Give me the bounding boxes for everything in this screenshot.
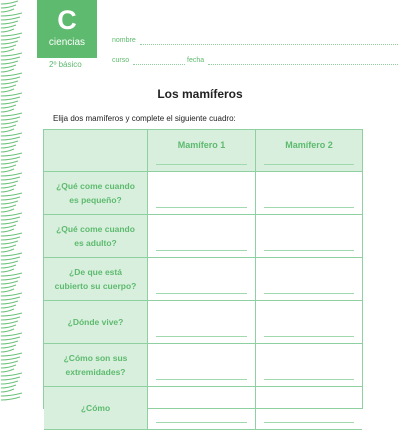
grass-blade — [1, 333, 22, 336]
grass-blade — [1, 25, 16, 28]
grass-blade — [1, 189, 14, 192]
course-label: curso — [112, 57, 130, 64]
course-field[interactable] — [133, 64, 185, 65]
grass-blade — [1, 125, 16, 128]
answer-cell-mammal-1[interactable] — [148, 387, 256, 429]
table-header-row — [44, 130, 362, 172]
logo-subject: ciencias — [48, 37, 86, 48]
corner-cell — [44, 130, 148, 171]
question-line: ¿Cómo — [80, 403, 111, 413]
grass-blade — [1, 113, 22, 116]
grass-blade — [1, 245, 16, 248]
answer-line[interactable] — [264, 422, 354, 423]
grass-blade — [1, 325, 16, 328]
grass-blade — [1, 1, 18, 4]
grass-blade — [1, 289, 14, 292]
subject-logo — [37, 0, 97, 58]
grade-label: 2º básico — [49, 60, 82, 69]
answer-line[interactable] — [156, 293, 247, 294]
grass-blade — [1, 297, 20, 300]
grass-blade — [1, 313, 22, 316]
answer-cell-mammal-2[interactable] — [256, 344, 362, 386]
grass-blade — [1, 173, 22, 176]
grass-blade — [1, 337, 20, 340]
grass-blade — [1, 349, 14, 352]
grass-blade — [1, 177, 20, 180]
question-line: es pequeño? — [69, 195, 122, 205]
answer-line[interactable] — [156, 250, 247, 251]
grass-blade — [1, 49, 14, 52]
question-text — [46, 344, 145, 386]
grass-blade — [1, 237, 20, 240]
grass-border-decoration — [0, 0, 26, 400]
grass-blade — [1, 57, 20, 60]
grass-blade — [1, 265, 16, 268]
answer-cell-mammal-2[interactable] — [256, 387, 362, 429]
question-line: ¿Dónde vive? — [67, 317, 124, 327]
grass-blade — [1, 257, 20, 260]
table-row — [44, 387, 362, 430]
question-text — [46, 301, 145, 343]
grass-blade — [1, 161, 18, 164]
grass-blade — [1, 129, 14, 132]
grass-blade — [1, 285, 16, 288]
grass-blade — [1, 201, 18, 204]
grass-blade — [1, 205, 16, 208]
grass-blade — [1, 241, 18, 244]
grass-blade — [1, 145, 16, 148]
answer-line[interactable] — [156, 164, 247, 165]
answer-cell-mammal-2[interactable] — [256, 258, 362, 300]
grass-blade — [1, 33, 22, 36]
question-cell — [44, 344, 148, 386]
answer-line[interactable] — [156, 207, 247, 208]
grass-blade — [1, 377, 20, 380]
question-line: ¿Cómo son sus — [63, 353, 128, 363]
grass-blade — [1, 17, 20, 20]
answer-cell-mammal-2[interactable] — [256, 172, 362, 214]
grass-blade — [1, 397, 20, 400]
grass-blade — [1, 169, 14, 172]
answer-line[interactable] — [264, 336, 354, 337]
grass-blade — [1, 317, 20, 320]
question-line: ¿Qué come cuando — [56, 224, 135, 234]
name-field[interactable] — [140, 44, 398, 45]
question-text — [46, 258, 145, 300]
answer-cell-mammal-2[interactable] — [256, 301, 362, 343]
logo-letter: C — [57, 5, 77, 35]
answer-cell-mammal-1[interactable] — [148, 344, 256, 386]
question-cell — [44, 215, 148, 257]
grass-blade — [1, 277, 20, 280]
grass-blade — [1, 281, 18, 284]
grass-blade — [1, 269, 14, 272]
grass-blade — [1, 357, 20, 360]
grass-blade — [1, 393, 22, 396]
grass-blade — [1, 273, 22, 276]
grass-blade — [1, 197, 20, 200]
grass-blade — [1, 309, 14, 312]
grass-blade — [1, 385, 16, 388]
grass-blade — [1, 121, 18, 124]
grass-blade — [1, 53, 22, 56]
worksheet-title: Los mamíferos — [157, 87, 243, 101]
grass-blade — [1, 37, 20, 40]
column-header-label: Mamífero 1 — [177, 140, 226, 150]
grass-blade — [1, 305, 16, 308]
question-cell — [44, 387, 148, 429]
answer-cell-mammal-1[interactable] — [148, 258, 256, 300]
grass-blade — [1, 165, 16, 168]
grass-blade — [1, 369, 14, 372]
grass-blade — [1, 101, 18, 104]
grass-blade — [1, 153, 22, 156]
question-line: es adulto? — [74, 238, 117, 248]
answer-line[interactable] — [156, 422, 247, 423]
question-cell — [44, 301, 148, 343]
grass-blade — [1, 381, 18, 384]
table-row — [44, 215, 362, 258]
grass-blade — [1, 21, 18, 24]
grass-blade — [1, 117, 20, 120]
grass-blade — [1, 353, 22, 356]
grass-blade — [1, 45, 16, 48]
question-cell — [44, 258, 148, 300]
column-header-mammal-2 — [256, 130, 362, 171]
grass-blade — [1, 13, 22, 16]
question-line: cubierto su cuerpo? — [54, 281, 137, 291]
grass-blade — [1, 301, 18, 304]
question-text — [46, 172, 145, 214]
grass-blade — [1, 293, 22, 296]
grass-blade — [1, 77, 20, 80]
grass-blade — [1, 157, 20, 160]
answer-line[interactable] — [264, 250, 354, 251]
grass-blade — [1, 69, 14, 72]
instruction-text: Elija dos mamíferos y complete el siguiente cuadro: — [53, 114, 236, 123]
grass-blade — [1, 149, 14, 152]
grass-blade — [1, 233, 22, 236]
answer-cell-mammal-1[interactable] — [148, 301, 256, 343]
grass-blade — [1, 5, 16, 8]
grass-blade — [1, 229, 14, 232]
grass-blade — [1, 109, 14, 112]
mammal-table — [43, 129, 363, 413]
grass-blade — [1, 345, 16, 348]
grass-blade — [1, 321, 18, 324]
grass-blade — [1, 329, 14, 332]
grass-blade — [1, 29, 14, 32]
grass-blade — [1, 41, 18, 44]
answer-cell-mammal-1[interactable] — [148, 172, 256, 214]
question-line: ¿De que está — [69, 267, 122, 277]
table-row — [44, 344, 362, 387]
answer-cell-mammal-2[interactable] — [256, 215, 362, 257]
question-text — [46, 215, 145, 257]
grass-blade — [1, 61, 18, 64]
column-header-label: Mamífero 2 — [285, 140, 333, 150]
grass-blade — [1, 133, 22, 136]
grass-blade — [1, 209, 14, 212]
answer-line[interactable] — [156, 336, 247, 337]
answer-line[interactable] — [264, 379, 354, 380]
question-text — [46, 387, 145, 429]
table-row — [44, 172, 362, 215]
grass-blade — [1, 373, 22, 376]
grass-blade — [1, 213, 22, 216]
name-label: nombre — [112, 37, 136, 44]
grass-blade — [1, 249, 14, 252]
column-header-mammal-1 — [148, 130, 256, 171]
grass-blade — [1, 217, 20, 220]
grass-blade — [1, 105, 16, 108]
date-field[interactable] — [208, 64, 398, 65]
question-line: extremidades? — [65, 367, 126, 377]
grass-blade — [1, 253, 22, 256]
grass-blade — [1, 137, 20, 140]
grass-blade — [1, 181, 18, 184]
grass-blade — [1, 185, 16, 188]
grass-blade — [1, 365, 16, 368]
question-line: ¿Qué come cuando — [56, 181, 135, 191]
grass-blade — [1, 9, 14, 12]
answer-cell-mammal-1[interactable] — [148, 215, 256, 257]
answer-line[interactable] — [264, 207, 354, 208]
grass-blade — [1, 193, 22, 196]
grass-blade — [1, 73, 22, 76]
grass-blade — [1, 221, 18, 224]
grass-blade — [1, 389, 14, 392]
answer-line[interactable] — [264, 164, 354, 165]
grass-blade — [1, 225, 16, 228]
answer-line[interactable] — [264, 293, 354, 294]
grass-blade — [1, 81, 18, 84]
grass-blade — [1, 341, 18, 344]
question-cell — [44, 172, 148, 214]
answer-line[interactable] — [156, 379, 247, 380]
table-row — [44, 258, 362, 301]
date-label: fecha — [187, 57, 205, 64]
grass-blade — [1, 65, 16, 68]
table-row — [44, 301, 362, 344]
grass-blade — [1, 141, 18, 144]
grass-blade — [1, 261, 18, 264]
grass-blade — [1, 361, 18, 364]
